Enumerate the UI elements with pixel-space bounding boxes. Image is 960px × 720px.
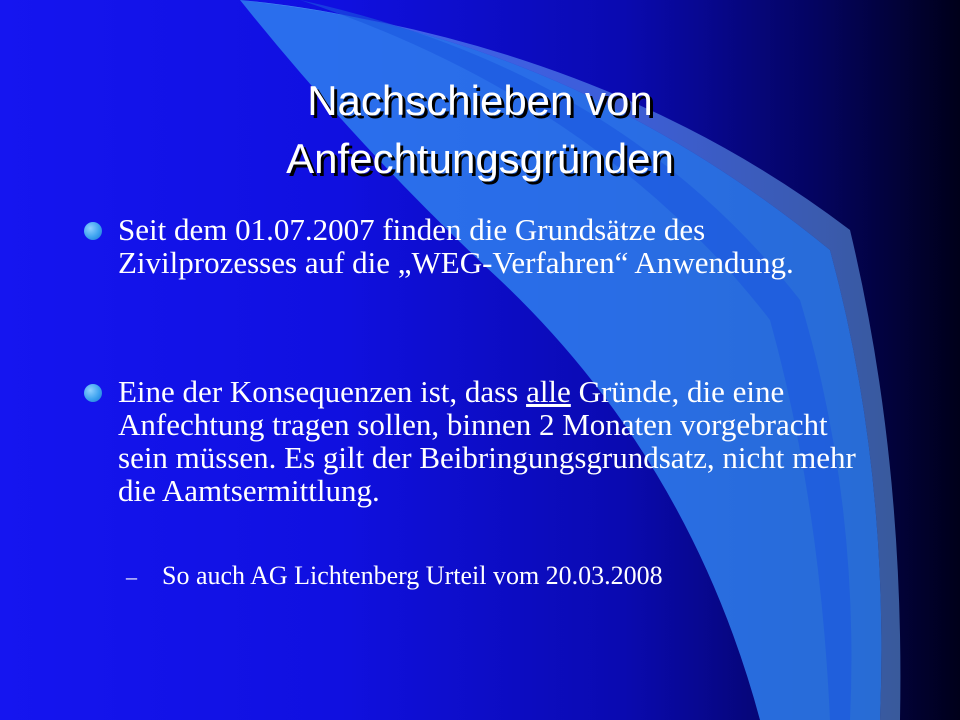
sub-bullet-dash: – <box>126 564 137 589</box>
bullet-item-2 <box>118 375 858 507</box>
bullet-item-2-text-start: Eine der Konsequenzen ist, dass <box>118 374 527 409</box>
bullet-point-icon <box>84 384 102 402</box>
bullet-item-2-underlined-word: alle <box>526 374 571 409</box>
slide-title-line-1: Nachschieben von <box>307 77 653 124</box>
bullet-item-1: Seit dem 01.07.2007 finden die Grundsätze des Zivilprozesses auf die „WEG-Verfahren“ Anwendung. <box>118 212 794 280</box>
slide-title-line-2: Anfechtungsgründen <box>286 135 674 182</box>
slide-title <box>200 72 760 188</box>
bullet-item-2-text-end: Gründe, die eine Anfechtung tragen sollen, binnen 2 Monaten vorgebracht sein müssen. Es gilt der Beibringungsgrundsatz, nicht mehr die Aamtsermittlung. <box>118 374 856 508</box>
bullet-point-icon <box>84 222 102 240</box>
sub-bullet-item: So auch AG Lichtenberg Urteil vom 20.03.2008 <box>162 561 663 590</box>
